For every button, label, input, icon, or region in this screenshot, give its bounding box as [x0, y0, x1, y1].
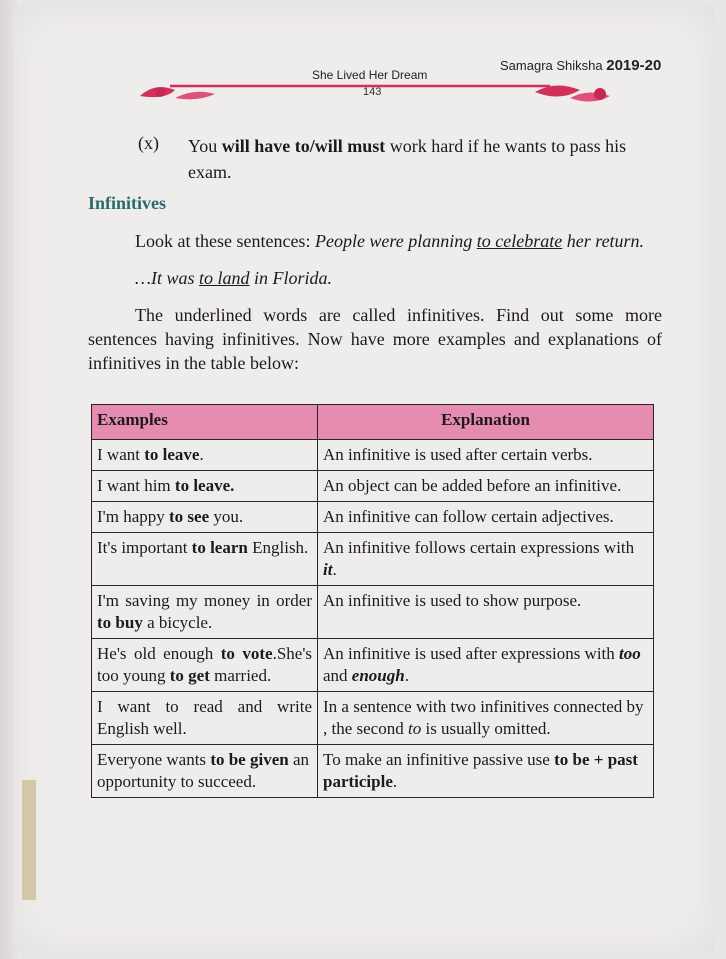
explanation-cell [318, 471, 654, 502]
header-explanation: Explanation [318, 405, 654, 440]
explanation-emphasis: to be + [554, 750, 604, 769]
example-infinitive: to buy [97, 613, 143, 632]
example-text: . [199, 445, 204, 464]
intro-line [135, 231, 644, 252]
example-infinitive: to leave. [174, 476, 235, 495]
explanation-cell [318, 502, 654, 533]
explanation-paragraph: The underlined words are called infinitives. Find out some more sentences having infinitives. Now have more examples and explanations of infinitives in the table below: [88, 305, 662, 373]
example-text: English. [247, 538, 309, 557]
explanation-cell [318, 440, 654, 471]
table-header-row [92, 405, 654, 440]
explanation-emphasis: it [323, 560, 333, 579]
infinitives-table [91, 404, 654, 798]
example-text: you. [209, 507, 244, 526]
table-row [92, 502, 654, 533]
question-text [188, 133, 663, 185]
table-row [92, 440, 654, 471]
example-infinitive: to see [169, 507, 210, 526]
explanation-cell [318, 586, 654, 639]
example-text: Everyone wants [97, 750, 211, 769]
explanation-cell [318, 639, 654, 692]
question-text-after: work hard if he wants to pass his exam. [188, 136, 627, 182]
question-number: (x) [138, 133, 159, 153]
example-infinitive: to learn [191, 538, 248, 557]
table-row [92, 586, 654, 639]
table-row [92, 533, 654, 586]
explanation-text: An infinitive follows certain expressions with [323, 538, 635, 557]
page-number: 143 [363, 86, 382, 98]
table-row [92, 745, 654, 798]
example-text: a bicycle. [142, 613, 213, 632]
example-infinitive: to get [169, 666, 210, 685]
second-underlined: to land [199, 268, 250, 288]
example-cell [92, 502, 318, 533]
second-after: in Florida. [249, 268, 333, 288]
chapter-title: She Lived Her Dream [312, 68, 428, 82]
intro-before: People were planning [314, 231, 477, 251]
question-text-before: You [188, 136, 222, 156]
explanation-emphasis: to [407, 719, 422, 738]
example-text: I want him [97, 476, 175, 495]
example-text: I want [97, 445, 145, 464]
example-cell [92, 471, 318, 502]
explanation-cell [318, 692, 654, 745]
example-cell [92, 745, 318, 798]
intro-underlined: to celebrate [476, 231, 563, 251]
explanation-text: . [392, 772, 398, 791]
explanation-text: An infinitive is used after certain verbs. [323, 445, 593, 464]
example-infinitive: to leave [144, 445, 200, 464]
header-examples: Examples [92, 405, 318, 440]
example-text: an opportunity to succeed. [97, 750, 309, 791]
example-cell [92, 440, 318, 471]
explanation-text: . [332, 560, 337, 579]
series-year: 2019-20 [606, 57, 662, 74]
table-row [92, 471, 654, 502]
intro-label: Look at these sentences: [135, 231, 315, 251]
example-text: married. [209, 666, 272, 685]
explanation-emphasis: past participle [323, 750, 638, 791]
example-infinitive: to be given [210, 750, 289, 769]
example-cell [92, 639, 318, 692]
example-text: It's important [97, 538, 192, 557]
example-text: I'm happy [97, 507, 169, 526]
second-example [135, 268, 332, 289]
explanation-cell [318, 745, 654, 798]
page-tab-mark [22, 780, 36, 900]
explanation-text: To make an infinitive passive use [323, 750, 555, 769]
explanation-text: An infinitive can follow certain adjectives. [323, 507, 614, 526]
example-text: I'm saving my money in order [97, 591, 312, 610]
example-infinitive: to vote [220, 644, 273, 663]
example-text: He's old enough [97, 644, 221, 663]
explanation-text: is usually omitted. [421, 719, 551, 738]
explanation-text: In a sentence with two infinitives connected by , the second [323, 697, 644, 738]
series-name: Samagra Shiksha [500, 58, 603, 73]
explanation-cell [318, 533, 654, 586]
example-text: I want to read and write English well. [97, 697, 312, 738]
series-header [500, 57, 661, 74]
example-text: .She's too young [97, 644, 312, 685]
section-title: Infinitives [88, 193, 167, 213]
explanation-text: An infinitive is used after expressions with [323, 644, 620, 663]
example-cell [92, 692, 318, 745]
explanation-emphasis: too [619, 644, 641, 663]
example-cell [92, 533, 318, 586]
explanation-text: and [323, 666, 352, 685]
explanation-text: An infinitive is used to show purpose. [323, 591, 582, 610]
explanation-emphasis: enough [351, 666, 405, 685]
explanation-text: An object can be added before an infinitive. [323, 476, 622, 495]
table-row [92, 639, 654, 692]
header-ornament [130, 78, 620, 108]
explanation-text: . [404, 666, 409, 685]
second-before: …It was [135, 268, 200, 288]
table-row [92, 692, 654, 745]
intro-after: her return. [562, 231, 645, 251]
example-cell [92, 586, 318, 639]
question-bold: will have to/will must [221, 136, 386, 156]
